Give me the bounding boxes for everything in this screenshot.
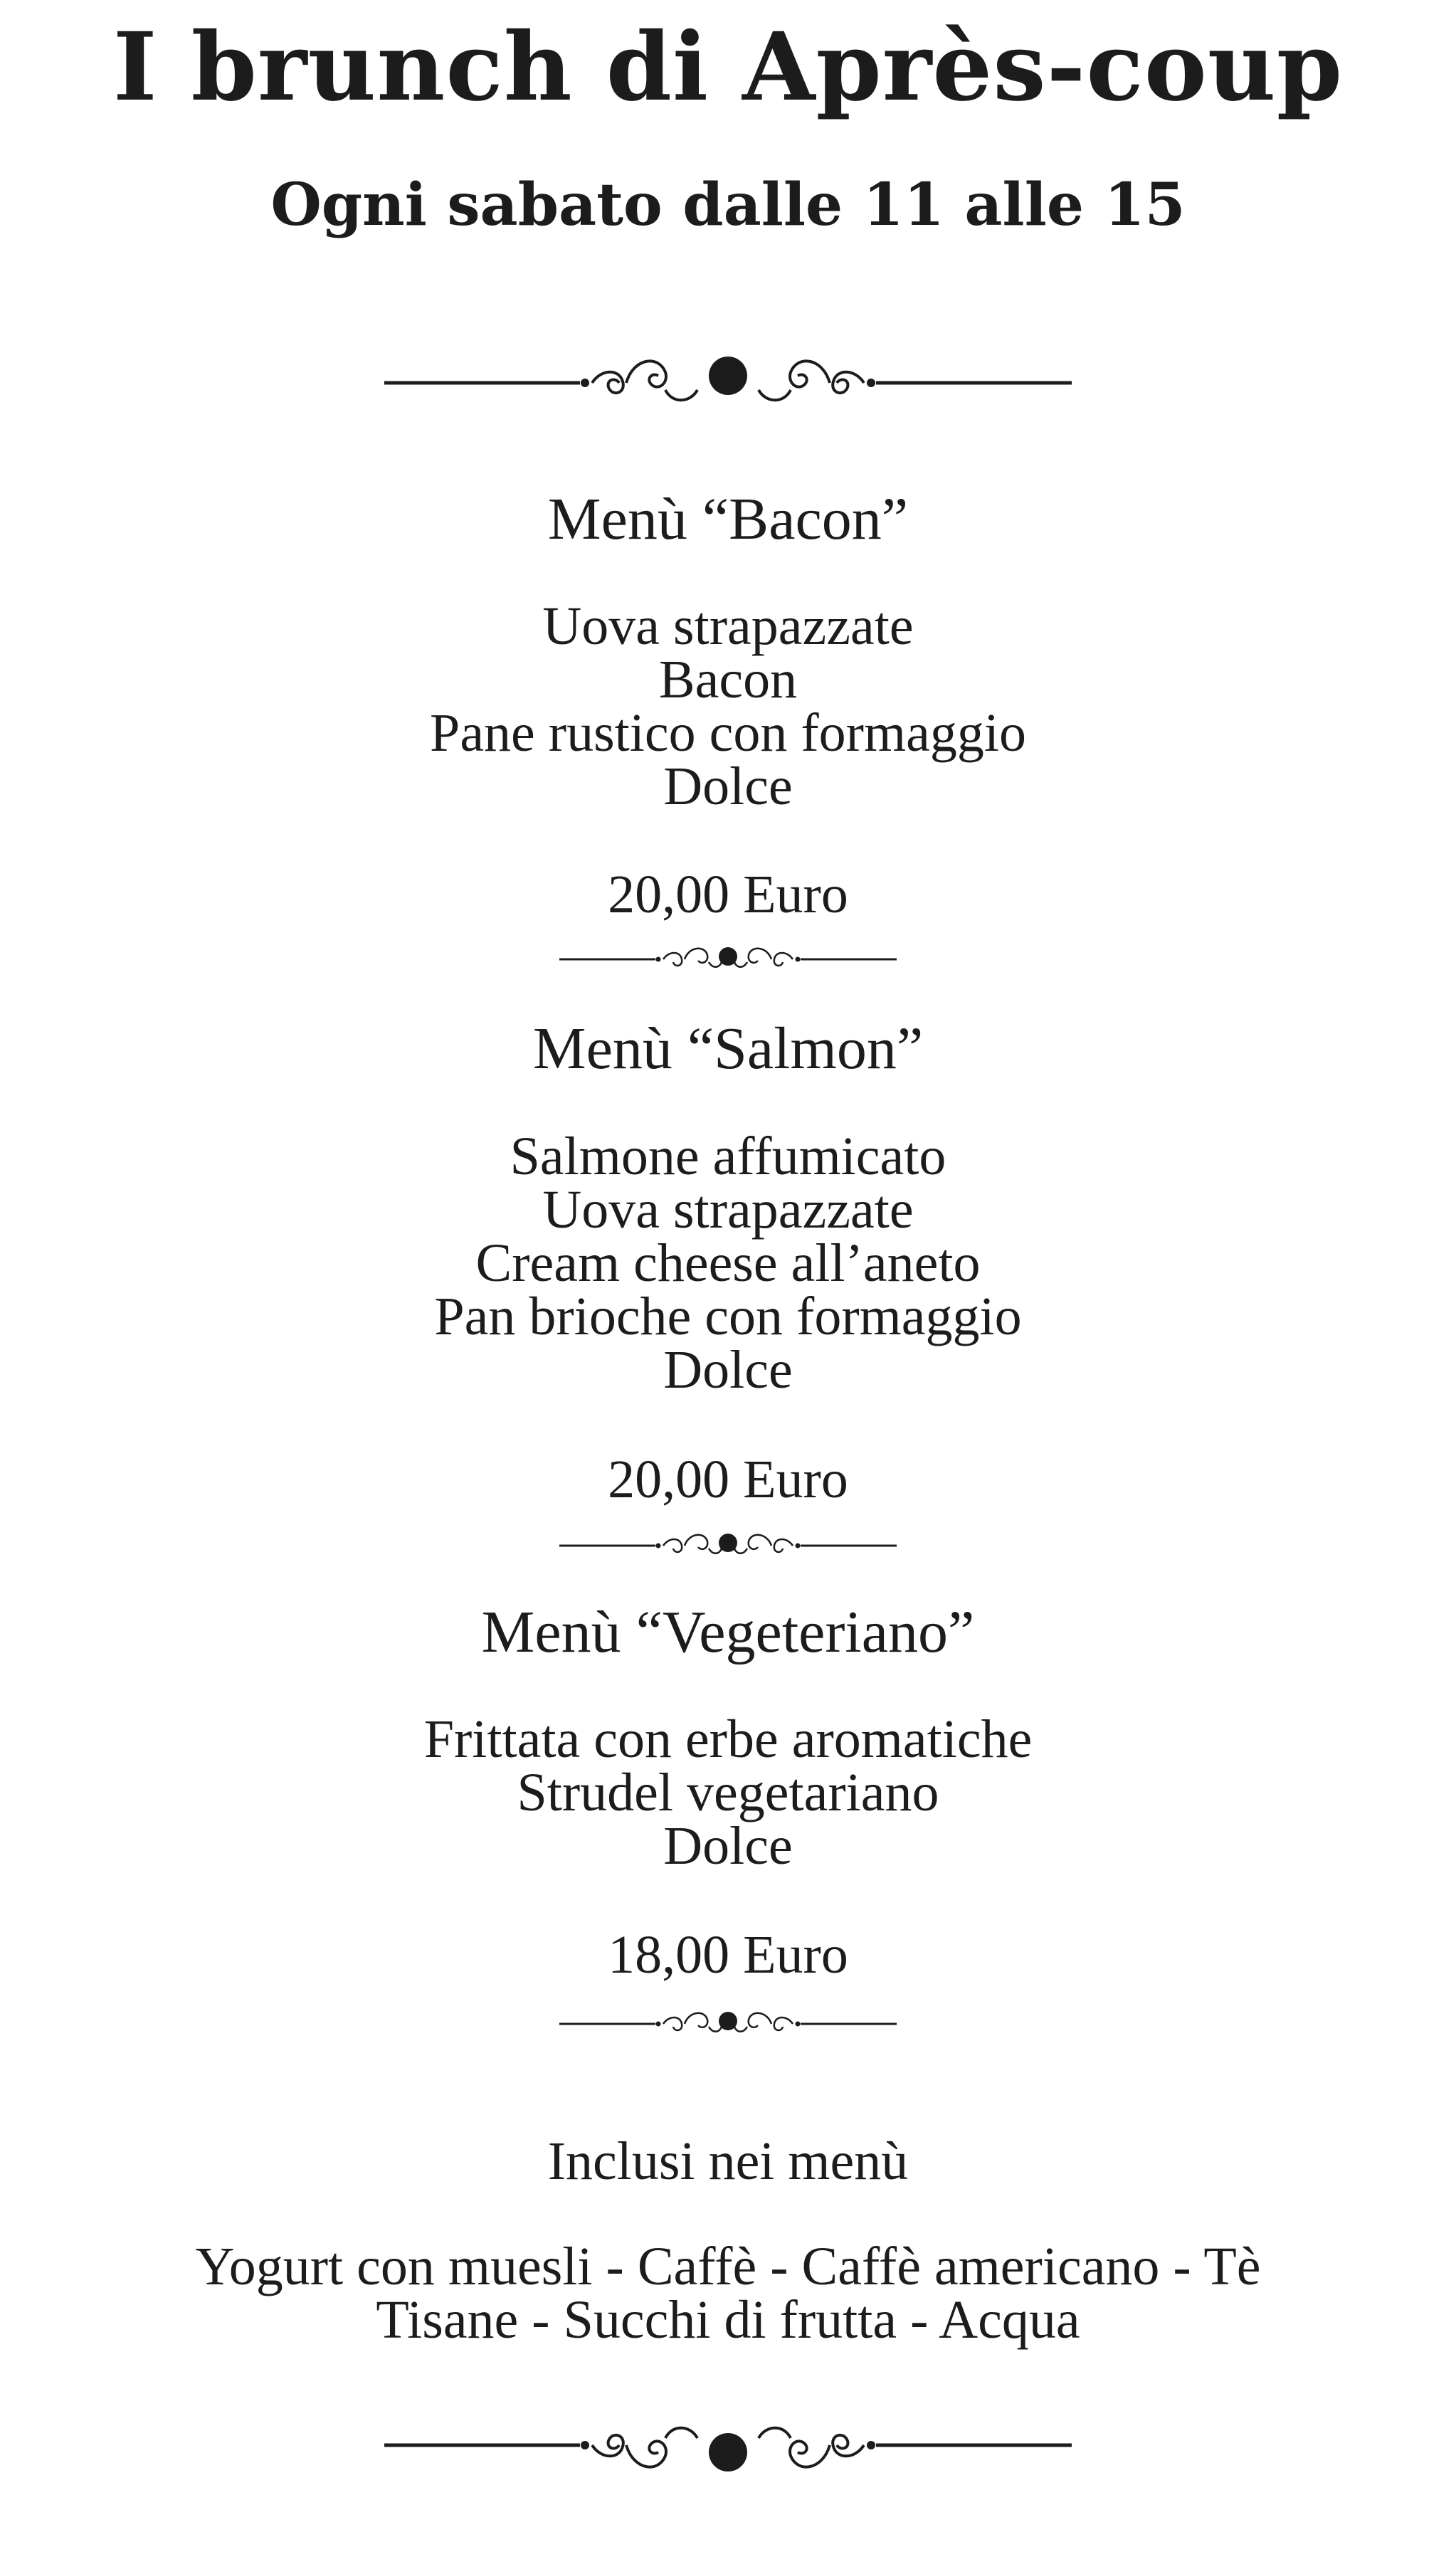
menu-item: Dolce: [663, 1816, 793, 1876]
flourish-divider-icon: [559, 939, 897, 975]
included-title: Inclusi nei menù: [547, 2131, 909, 2191]
menu-title: Menù “Bacon”: [547, 486, 909, 552]
flourish-divider-icon: [559, 1526, 897, 1561]
menu-salmon: [0, 1013, 1456, 1085]
flourish-divider-icon: [384, 2410, 1072, 2481]
menu-item: Uova strapazzate: [542, 1180, 914, 1240]
menu-item: Frittata con erbe aromatiche: [423, 1709, 1033, 1769]
included-items: [0, 2237, 1456, 2350]
menu-item: Dolce: [663, 1340, 793, 1400]
menu-item: Pane rustico con formaggio: [430, 703, 1026, 763]
menu-salmon-items: [0, 1127, 1456, 1400]
menu-item: Strudel vegetariano: [517, 1763, 939, 1822]
included-line: Yogurt con muesli - Caffè - Caffè americano - Tè: [195, 2237, 1261, 2296]
menu-vegeteriano: [0, 1597, 1456, 1668]
menu-bacon-items: [0, 596, 1456, 816]
page-subtitle: Ogni sabato dalle 11 alle 15: [270, 171, 1186, 239]
flourish-divider-icon: [384, 340, 1072, 411]
menu-price: 18,00 Euro: [608, 1925, 848, 1985]
menu-title: Menù “Salmon”: [532, 1016, 924, 1082]
menu-price: 20,00 Euro: [608, 865, 848, 924]
page-title: I brunch di Après-coup: [112, 12, 1344, 122]
menu-item: Uova strapazzate: [542, 596, 914, 656]
menu-price: 20,00 Euro: [608, 1450, 848, 1509]
included-line: Tisane - Succhi di frutta - Acqua: [376, 2290, 1080, 2350]
menu-item: Bacon: [658, 650, 798, 709]
menu-item: Pan brioche con formaggio: [434, 1287, 1022, 1346]
menu-bacon-price: [0, 865, 1456, 924]
flourish-divider-icon: [559, 2004, 897, 2040]
menu-item: Dolce: [663, 756, 793, 816]
menu-salmon-price: [0, 1450, 1456, 1509]
included-section: [0, 2131, 1456, 2191]
menu-item: Salmone affumicato: [510, 1127, 946, 1186]
menu-bacon: [0, 484, 1456, 555]
menu-vegeteriano-items: [0, 1709, 1456, 1876]
menu-item: Cream cheese all’aneto: [475, 1233, 981, 1293]
menu-vegeteriano-price: [0, 1925, 1456, 1985]
menu-title: Menù “Vegeteriano”: [481, 1599, 975, 1665]
